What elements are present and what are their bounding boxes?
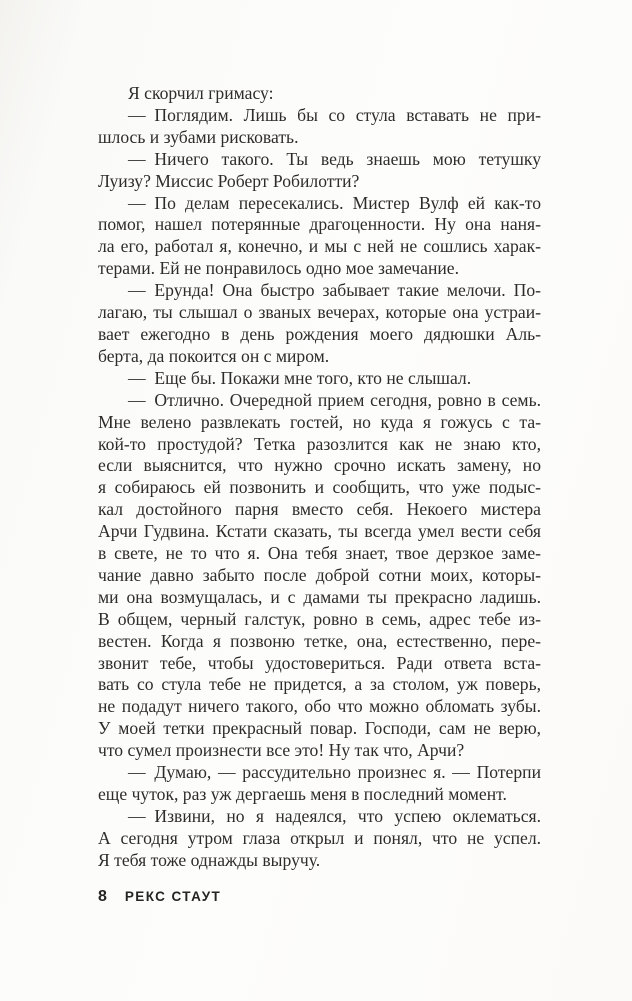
- text-line: вать со стула тебе не придется, а за столом, уж поверь,: [98, 674, 541, 695]
- text-line: кой-то простудой? Тетка разозлится как не знаю кто,: [98, 433, 541, 454]
- text-line: вает ежегодно в день рождения моего дядюшки Аль-: [98, 323, 541, 344]
- text-line: чание давно забыто после доброй сотни моих, которы-: [98, 564, 541, 585]
- text-line: в свете, не то что я. Она тебя знает, твое дерзкое заме-: [98, 543, 541, 564]
- text-line: Мне велено развлекать гостей, но куда я гожусь с та-: [98, 411, 541, 432]
- text-line: лагаю, ты слышал о званых вечерах, которые она устраи-: [98, 302, 541, 323]
- text-line: помог, нашел потерянные драгоценности. Ну она наня-: [98, 214, 541, 235]
- text-line: терами. Ей не понравилось одно мое замечание.: [98, 258, 459, 279]
- text-line: — Поглядим. Лишь бы со стула вставать не при-: [128, 104, 541, 125]
- paragraph: [98, 806, 541, 872]
- text-line: В общем, черный галстук, ровно в семь, адрес тебе из-: [98, 608, 541, 629]
- running-title: РЕКС СТАУТ: [124, 889, 222, 904]
- page-number: 8: [98, 888, 107, 905]
- text-line: Я скорчил гримасу:: [128, 83, 274, 103]
- text-line: что сумел произнести все это! Ну так что, Арчи?: [98, 740, 465, 761]
- paragraph: [98, 368, 541, 390]
- text-line: — Думаю, — рассудительно произнес я. — Потерпи: [128, 762, 541, 783]
- text-line: кал достойного парня вместо себя. Некоего мистера: [98, 499, 541, 520]
- page-text: [98, 83, 541, 872]
- text-line: — По делам пересекались. Мистер Вулф ей как-то: [128, 192, 541, 213]
- text-line: ми она возмущалась, и с дамами ты прекрасно ладишь.: [98, 586, 541, 607]
- paragraph: [98, 280, 541, 368]
- text-line: — Еще бы. Покажи мне того, кто не слышал.: [128, 367, 472, 388]
- page-footer: [98, 888, 221, 906]
- text-line: шлось и зубами рисковать.: [98, 126, 299, 147]
- text-line: не подадут ничего такого, обо что можно обломать зубы.: [98, 696, 541, 717]
- text-line: если выяснится, что нужно срочно искать замену, но: [98, 455, 541, 476]
- text-line: А сегодня утром глаза открыл и понял, что не успел.: [98, 827, 541, 848]
- text-line: Я тебя тоже однажды выручу.: [98, 849, 321, 870]
- paragraph: [98, 762, 541, 806]
- paragraph: [98, 83, 541, 105]
- text-line: У моей тетки прекрасный повар. Господи, сам не верю,: [98, 718, 541, 739]
- paragraph: [98, 193, 541, 281]
- text-line: берта, да покоится он с миром.: [98, 345, 330, 366]
- text-line: — Ничего такого. Ты ведь знаешь мою тетушку: [128, 148, 541, 169]
- text-line: — Ерунда! Она быстро забывает такие мелочи. По-: [128, 280, 541, 301]
- text-line: вестен. Когда я позвоню тетке, она, естественно, пере-: [98, 630, 541, 651]
- paragraph: [98, 105, 541, 149]
- text-line: — Отлично. Очередной прием сегодня, ровно в семь.: [128, 389, 541, 410]
- text-line: я собираюсь ей позвонить и сообщить, что уже подыс-: [98, 477, 541, 498]
- text-line: Луизу? Миссис Роберт Робилотти?: [98, 170, 360, 191]
- text-line: Арчи Гудвина. Кстати сказать, ты всегда умел вести себя: [98, 521, 541, 542]
- paragraph: [98, 149, 541, 193]
- text-line: еще чуток, раз уж дергаешь меня в последний момент.: [98, 784, 507, 804]
- text-line: — Извини, но я надеялся, что успею оклематься.: [128, 805, 541, 826]
- text-line: звонит тебе, чтобы удостовериться. Ради ответа вста-: [98, 652, 541, 673]
- text-line: ла его, работал я, конечно, и мы с ней не сошлись харак-: [98, 236, 541, 257]
- paragraph: [98, 390, 541, 762]
